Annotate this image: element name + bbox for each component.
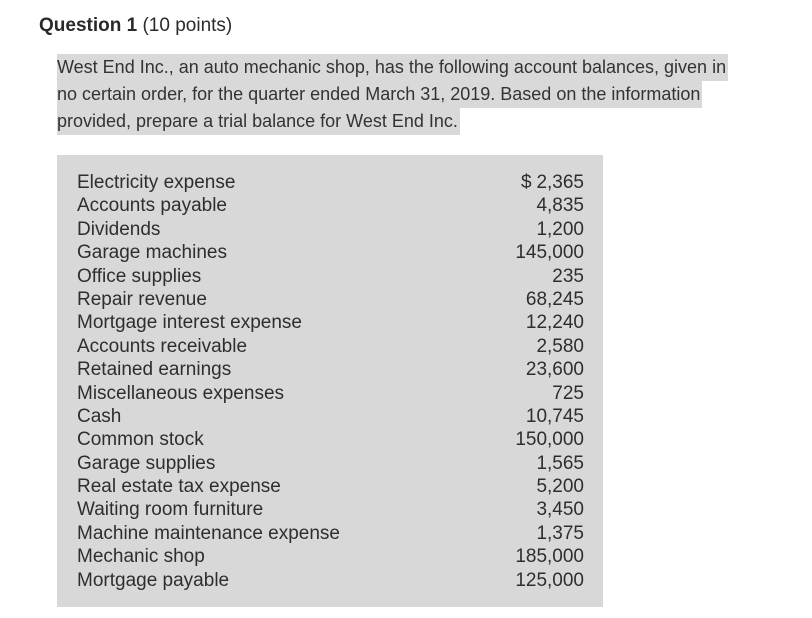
- account-row: [77, 475, 584, 498]
- account-name: Real estate tax expense: [77, 476, 281, 498]
- account-name: Garage supplies: [77, 452, 216, 474]
- account-row: [77, 452, 584, 475]
- account-row: [77, 171, 584, 194]
- account-name: Retained earnings: [77, 359, 232, 381]
- account-row: [77, 428, 584, 451]
- account-name: Accounts payable: [77, 195, 227, 217]
- account-row: [77, 405, 584, 428]
- account-row: [77, 498, 584, 521]
- account-row: [77, 358, 584, 381]
- prompt-line: West End Inc., an auto mechanic shop, has the following account balances, given in: [57, 54, 728, 81]
- account-row: [77, 288, 584, 311]
- account-amount: 185,000: [515, 546, 584, 568]
- account-amount: 4,835: [536, 195, 584, 217]
- account-amount: 2,365: [536, 172, 584, 193]
- account-amount: 5,200: [536, 476, 584, 498]
- prompt-line: no certain order, for the quarter ended March 31, 2019. Based on the information: [57, 81, 702, 108]
- account-row: [77, 335, 584, 358]
- account-name: Mortgage interest expense: [77, 312, 302, 334]
- question-points: (10 points): [142, 15, 233, 36]
- account-amount: 150,000: [515, 429, 584, 451]
- account-amount: 23,600: [525, 359, 584, 381]
- account-name: Mortgage payable: [77, 569, 230, 591]
- account-row: [77, 522, 584, 545]
- account-name: Mechanic shop: [77, 546, 205, 568]
- account-name: Machine maintenance expense: [77, 522, 341, 544]
- account-row: [77, 545, 584, 568]
- account-name: Miscellaneous expenses: [77, 382, 285, 404]
- account-amount: 68,245: [525, 288, 584, 310]
- account-balances-box: [57, 155, 603, 607]
- question-header: [39, 14, 232, 38]
- account-name: Common stock: [77, 429, 204, 451]
- question-title: Question 1: [39, 15, 138, 36]
- account-name: Waiting room furniture: [77, 499, 264, 521]
- account-row: [77, 218, 584, 241]
- account-name: Garage machines: [77, 242, 227, 264]
- account-amount: 235: [552, 265, 584, 287]
- currency-symbol: $: [521, 172, 532, 193]
- prompt-line: provided, prepare a trial balance for West End Inc.: [57, 108, 460, 135]
- account-row: [77, 241, 584, 264]
- account-name: Repair revenue: [77, 288, 207, 310]
- account-amount: 1,375: [536, 522, 584, 544]
- account-row: [77, 194, 584, 217]
- account-name: Accounts receivable: [77, 335, 248, 357]
- account-row: [77, 265, 584, 288]
- account-row: [77, 311, 584, 334]
- account-row: [77, 569, 584, 592]
- account-name: Cash: [77, 405, 122, 427]
- account-amount: 1,565: [536, 452, 584, 474]
- account-amount: 10,745: [525, 405, 584, 427]
- account-balances-list: [77, 171, 584, 592]
- account-name: Dividends: [77, 218, 161, 240]
- account-name: Office supplies: [77, 265, 202, 287]
- account-amount: 12,240: [525, 312, 584, 334]
- account-amount: 725: [552, 382, 584, 404]
- account-row: [77, 382, 584, 405]
- account-amount: 2,580: [536, 335, 584, 357]
- account-amount: 125,000: [515, 569, 584, 591]
- account-name: Electricity expense: [77, 172, 236, 193]
- account-amount: 145,000: [515, 242, 584, 264]
- account-amount: 3,450: [536, 499, 584, 521]
- question-prompt: [57, 54, 728, 135]
- account-amount: 1,200: [536, 218, 584, 240]
